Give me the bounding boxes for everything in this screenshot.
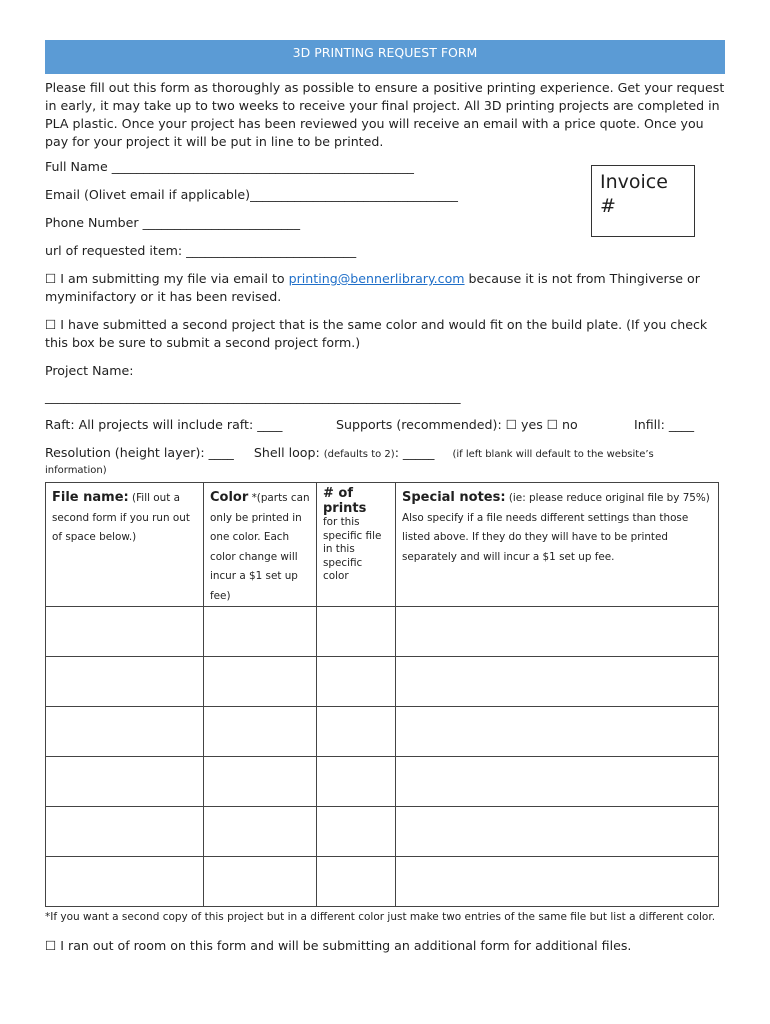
table-row [46, 657, 719, 707]
resolution-row [45, 444, 725, 464]
shell-loop-field[interactable]: : _____ [394, 445, 435, 460]
color-footnote: *If you want a second copy of this project but in a different color just make two entries of the same file but list a different color. [45, 911, 716, 923]
invoice-number-sign: # [600, 195, 616, 217]
color-title: Color [210, 490, 249, 505]
prints-cell[interactable] [317, 807, 396, 857]
notes-cell[interactable] [396, 607, 719, 657]
table-row [46, 607, 719, 657]
color-cell[interactable] [204, 757, 317, 807]
color-cell[interactable] [204, 657, 317, 707]
additional-form-checkbox[interactable]: ☐ I ran out of room on this form and will be submitting an additional form for additional files. [45, 938, 632, 953]
table-row [46, 707, 719, 757]
shell-loop-default: (defaults to 2) [323, 449, 395, 460]
print-settings-row [45, 416, 725, 434]
special-notes-note: (ie: please reduce original file by 75%) Also specify if a file needs different settings than those listed above. If they do they will have to be printed separately and will incur a $1 set up fee. [402, 492, 710, 563]
table-row [46, 857, 719, 907]
notes-cell[interactable] [396, 657, 719, 707]
prints-cell[interactable] [317, 607, 396, 657]
infill-field[interactable]: Infill: ____ [634, 417, 695, 432]
prints-title: # of prints [323, 486, 367, 516]
raft-field[interactable]: Raft: All projects will include raft: ____ [45, 417, 283, 432]
prints-cell[interactable] [317, 857, 396, 907]
table-row [46, 757, 719, 807]
file-name-title: File name: [52, 490, 129, 505]
special-notes-header [396, 483, 719, 607]
color-cell[interactable] [204, 707, 317, 757]
notes-cell[interactable] [396, 807, 719, 857]
project-name-label: Project Name: [45, 363, 134, 378]
prints-cell[interactable] [317, 657, 396, 707]
files-table [45, 482, 719, 907]
file-name-note: (Fill out a second form if you run out of space below.) [52, 492, 190, 543]
form-page [45, 40, 725, 955]
printing-email-link[interactable]: printing@bennerlibrary.com [288, 271, 465, 286]
email-field[interactable]: Email (Olivet email if applicable)_________________________________ [45, 187, 458, 202]
intro-paragraph: Please fill out this form as thoroughly as possible to ensure a positive printing experience. Get your request in early, it may take up to two weeks to receive your final project. All 3D printing projects are completed in PLA plastic. Once your project has been reviewed you will receive an email with a price quote. Once you pay for your project it will be put in line to be printed. [45, 80, 725, 149]
file-name-cell[interactable] [46, 857, 204, 907]
email-check-suffix: because it is not from Thingiverse or myminifactory or it has been revised. [45, 271, 700, 304]
color-cell[interactable] [204, 807, 317, 857]
email-check-text: ☐ I am submitting my file via email to [45, 271, 289, 286]
color-note: *(parts can only be printed in one color. Each color change will incur a $1 set up fee) [210, 492, 310, 602]
file-name-cell[interactable] [46, 807, 204, 857]
file-name-cell[interactable] [46, 707, 204, 757]
phone-field[interactable]: Phone Number _________________________ [45, 215, 301, 230]
file-name-cell[interactable] [46, 757, 204, 807]
prints-cell[interactable] [317, 707, 396, 757]
second-project-checkbox[interactable]: ☐ I have submitted a second project that is the same color and would fit on the build plate. (If you check this box be sure to submit a second project form.) [45, 317, 708, 350]
email-submission-checkbox[interactable] [45, 270, 725, 306]
project-name-field[interactable]: __________________________________________________________________ [45, 389, 461, 404]
color-cell[interactable] [204, 857, 317, 907]
color-header [204, 483, 317, 607]
prints-note: for this specific file in this specific color [323, 516, 382, 582]
table-row [46, 807, 719, 857]
invoice-label: Invoice [600, 171, 668, 193]
resolution-field[interactable]: Resolution (height layer): ____ [45, 445, 234, 460]
invoice-box [591, 165, 695, 237]
color-cell[interactable] [204, 607, 317, 657]
supports-options[interactable]: Supports (recommended): ☐ yes ☐ no [336, 417, 578, 432]
notes-cell[interactable] [396, 857, 719, 907]
file-name-cell[interactable] [46, 657, 204, 707]
notes-cell[interactable] [396, 707, 719, 757]
prints-header [317, 483, 396, 607]
shell-loop-label: Shell loop: [253, 445, 324, 460]
special-notes-title: Special notes: [402, 490, 506, 505]
url-field[interactable]: url of requested item: ___________________________ [45, 243, 357, 258]
form-title-bar: 3D PRINTING REQUEST FORM [45, 40, 725, 74]
table-header-row [46, 483, 719, 607]
file-name-header [46, 483, 204, 607]
blank-default-note: (if left blank will default to the website’s [452, 449, 654, 460]
file-name-cell[interactable] [46, 607, 204, 657]
prints-cell[interactable] [317, 757, 396, 807]
notes-cell[interactable] [396, 757, 719, 807]
full-name-field[interactable]: Full Name ________________________________________________ [45, 159, 414, 174]
blank-default-note-end: information) [45, 465, 107, 476]
